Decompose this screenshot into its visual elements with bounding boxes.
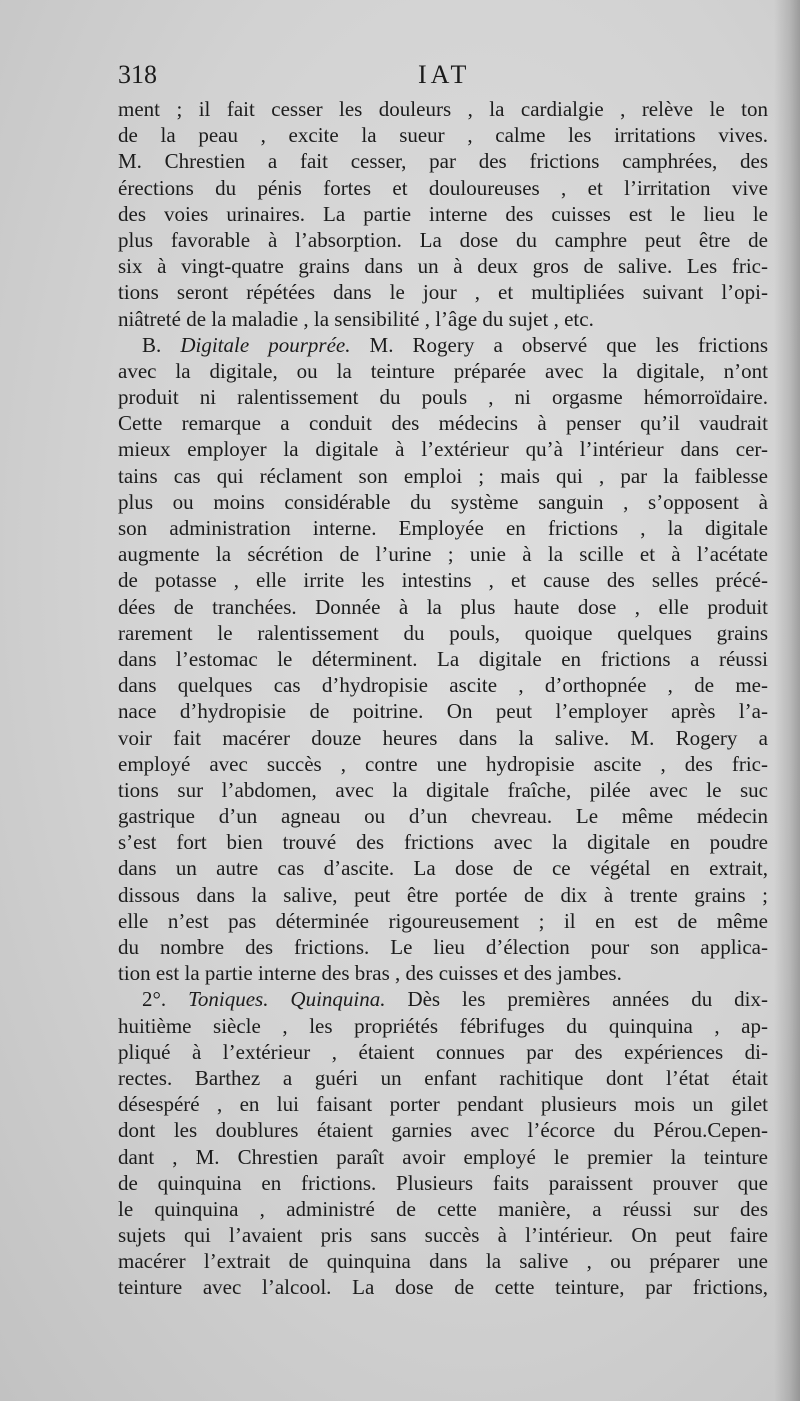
text-line: macérer l’extrait de quinquina dans la salive , ou préparer une	[118, 1249, 768, 1274]
section-heading: Digitale pourprée.	[180, 332, 351, 357]
text-line: tains cas qui réclament son emploi ; mais qui , par la faiblesse	[118, 463, 768, 488]
text-line: s’est fort bien trouvé des frictions avec la digitale en poudre	[118, 830, 768, 855]
page-edge-shadow	[774, 0, 800, 1401]
text-line: avec la digitale, ou la teinture préparée avec la digitale, n’ont	[118, 358, 768, 383]
text-line: niâtreté de la maladie , la sensibilité , l’âge du sujet , etc.	[118, 306, 594, 331]
body-text	[118, 96, 768, 1301]
text-line: huitième siècle , les propriétés fébrifuges du quinquina , ap-	[118, 1013, 768, 1038]
text-line: des voies urinaires. La partie interne des cuisses est le lieu le	[118, 201, 768, 226]
text-line: érections du pénis fortes et douloureuses , et l’irritation vive	[118, 175, 768, 200]
page-number: 318	[118, 60, 157, 89]
text-line: produit ni ralentissement du pouls , ni orgasme hémorroïdaire.	[118, 385, 768, 410]
text-line: tions sur l’abdomen, avec la digitale fraîche, pilée avec le suc	[118, 777, 768, 802]
text-line: dont les doublures étaient garnies avec l’écorce du Pérou.Cepen-	[118, 1118, 768, 1143]
text-line: de la peau , excite la sueur , calme les irritations vives.	[118, 123, 768, 148]
text-line: 2°. Toniques. Quinquina. Dès les premières années du dix-	[142, 987, 768, 1012]
text-line: plus favorable à l’absorption. La dose du camphre peut être de	[118, 227, 768, 252]
text-line: nace d’hydropisie de poitrine. On peut l’employer après l’a-	[118, 699, 768, 724]
text-line: mieux employer la digitale à l’extérieur qu’à l’intérieur dans cer-	[118, 437, 768, 462]
text-line: voir fait macérer douze heures dans la salive. M. Rogery a	[118, 725, 768, 750]
text-line: tion est la partie interne des bras , des cuisses et des jambes.	[118, 961, 622, 986]
text-line: du nombre des frictions. Le lieu d’élection pour son applica-	[118, 935, 768, 959]
text-line: Cette remarque a conduit des médecins à penser qu’il vaudrait	[118, 411, 768, 436]
text-line: gastrique d’un agneau ou d’un chevreau. Le même médecin	[118, 804, 768, 829]
text-line: teinture avec l’alcool. La dose de cette teinture, par frictions,	[118, 1275, 768, 1300]
text-line: pliqué à l’extérieur , étaient connues par des expériences di-	[118, 1039, 768, 1064]
text-line: son administration interne. Employée en frictions , la digitale	[118, 516, 768, 540]
text-line: ment ; il fait cesser les douleurs , la cardialgie , relève le ton	[118, 97, 768, 121]
text-line: désespéré , en lui faisant porter pendant plusieurs mois un gilet	[118, 1092, 768, 1117]
text-line: augmente la sécrétion de l’urine ; unie à la scille et à l’acétate	[118, 542, 768, 567]
text-line: de quinquina en frictions. Plusieurs faits paraissent prouver que	[118, 1170, 768, 1195]
text-line: rarement le ralentissement du pouls, quoique quelques grains	[118, 620, 768, 645]
text-line: le quinquina , administré de cette manière, a réussi sur des	[118, 1196, 768, 1221]
text-line: tions seront répétées dans le jour , et multipliées suivant l’opi-	[118, 280, 768, 305]
text-line: B. Digitale pourprée. M. Rogery a observé que les frictions	[142, 332, 768, 357]
running-head: IAT	[418, 60, 471, 89]
text-line: dissous dans la salive, peut être portée de dix à trente grains ;	[118, 882, 768, 907]
text-line: rectes. Barthez a guéri un enfant rachitique dont l’état était	[118, 1065, 768, 1090]
text-line: dans l’estomac le déterminent. La digitale en frictions a réussi	[118, 646, 768, 671]
text-line: employé avec succès , contre une hydropisie ascite , des fric-	[118, 751, 768, 776]
text-line: M. Chrestien a fait cesser, par des frictions camphrées, des	[118, 149, 768, 174]
text-line: dant , M. Chrestien paraît avoir employé le premier la teinture	[118, 1144, 768, 1169]
text-line: sujets qui l’avaient pris sans succès à l’intérieur. On peut faire	[118, 1223, 768, 1248]
text-line: de potasse , elle irrite les intestins , et cause des selles précé-	[118, 568, 768, 593]
section-heading: Toniques. Quinquina.	[188, 987, 386, 1012]
text-line: six à vingt-quatre grains dans un à deux gros de salive. Les fric-	[118, 254, 768, 279]
text-line: dans un autre cas d’ascite. La dose de ce végétal en extrait,	[118, 856, 768, 881]
text-line: dées de tranchées. Donnée à la plus haute dose , elle produit	[118, 594, 768, 619]
page-header	[118, 60, 778, 96]
text-line: dans quelques cas d’hydropisie ascite , d’orthopnée , de me-	[118, 673, 768, 698]
text-line: plus ou moins considérable du système sanguin , s’opposent à	[118, 489, 768, 514]
text-line: elle n’est pas déterminée rigoureusement ; il en est de même	[118, 908, 768, 933]
